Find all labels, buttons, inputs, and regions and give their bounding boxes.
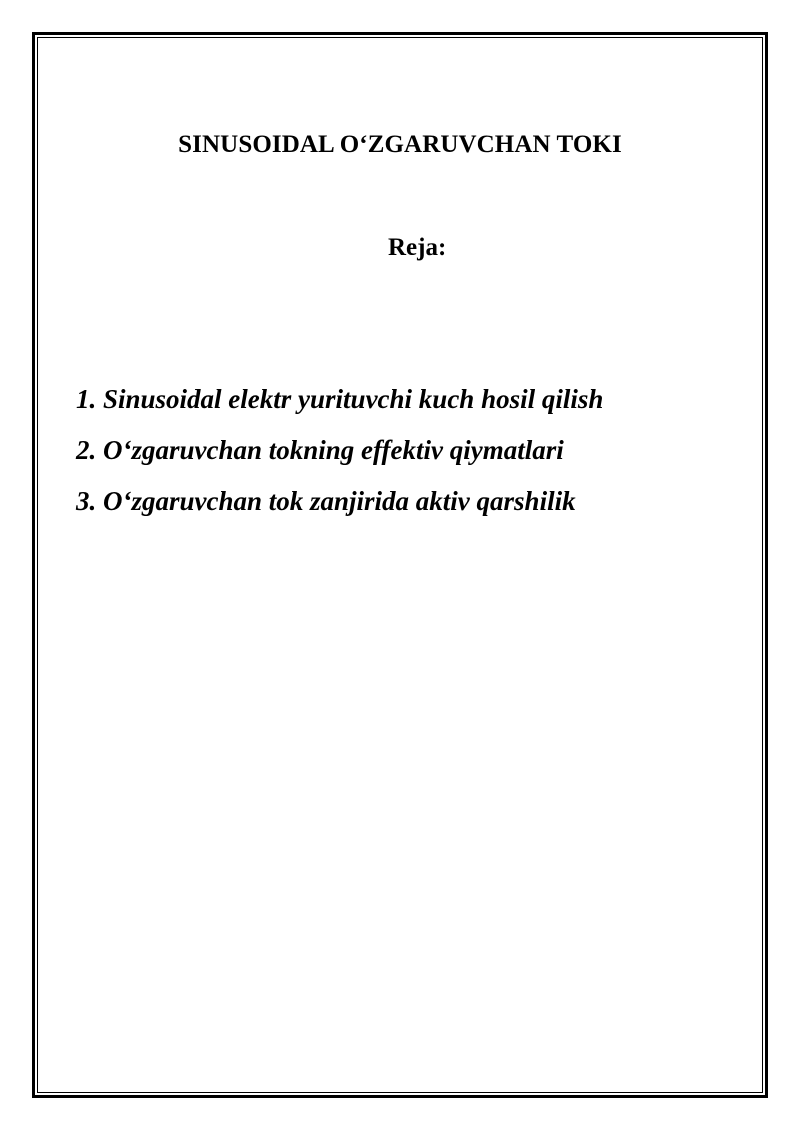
plan-heading: Reja: — [388, 234, 447, 261]
page-border-inner — [37, 37, 763, 1093]
document-title: SINUSOIDAL O‘ZGARUVCHAN TOKI — [178, 131, 622, 158]
plan-item-1: 1. Sinusoidal elektr yurituvchi kuch hosil qilish — [76, 384, 604, 414]
plan-item-3: 3. O‘zgaruvchan tok zanjirida aktiv qarshilik — [76, 486, 576, 516]
plan-list — [76, 382, 603, 535]
plan-item-2: 2. O‘zgaruvchan tokning effektiv qiymatlari — [76, 435, 564, 465]
